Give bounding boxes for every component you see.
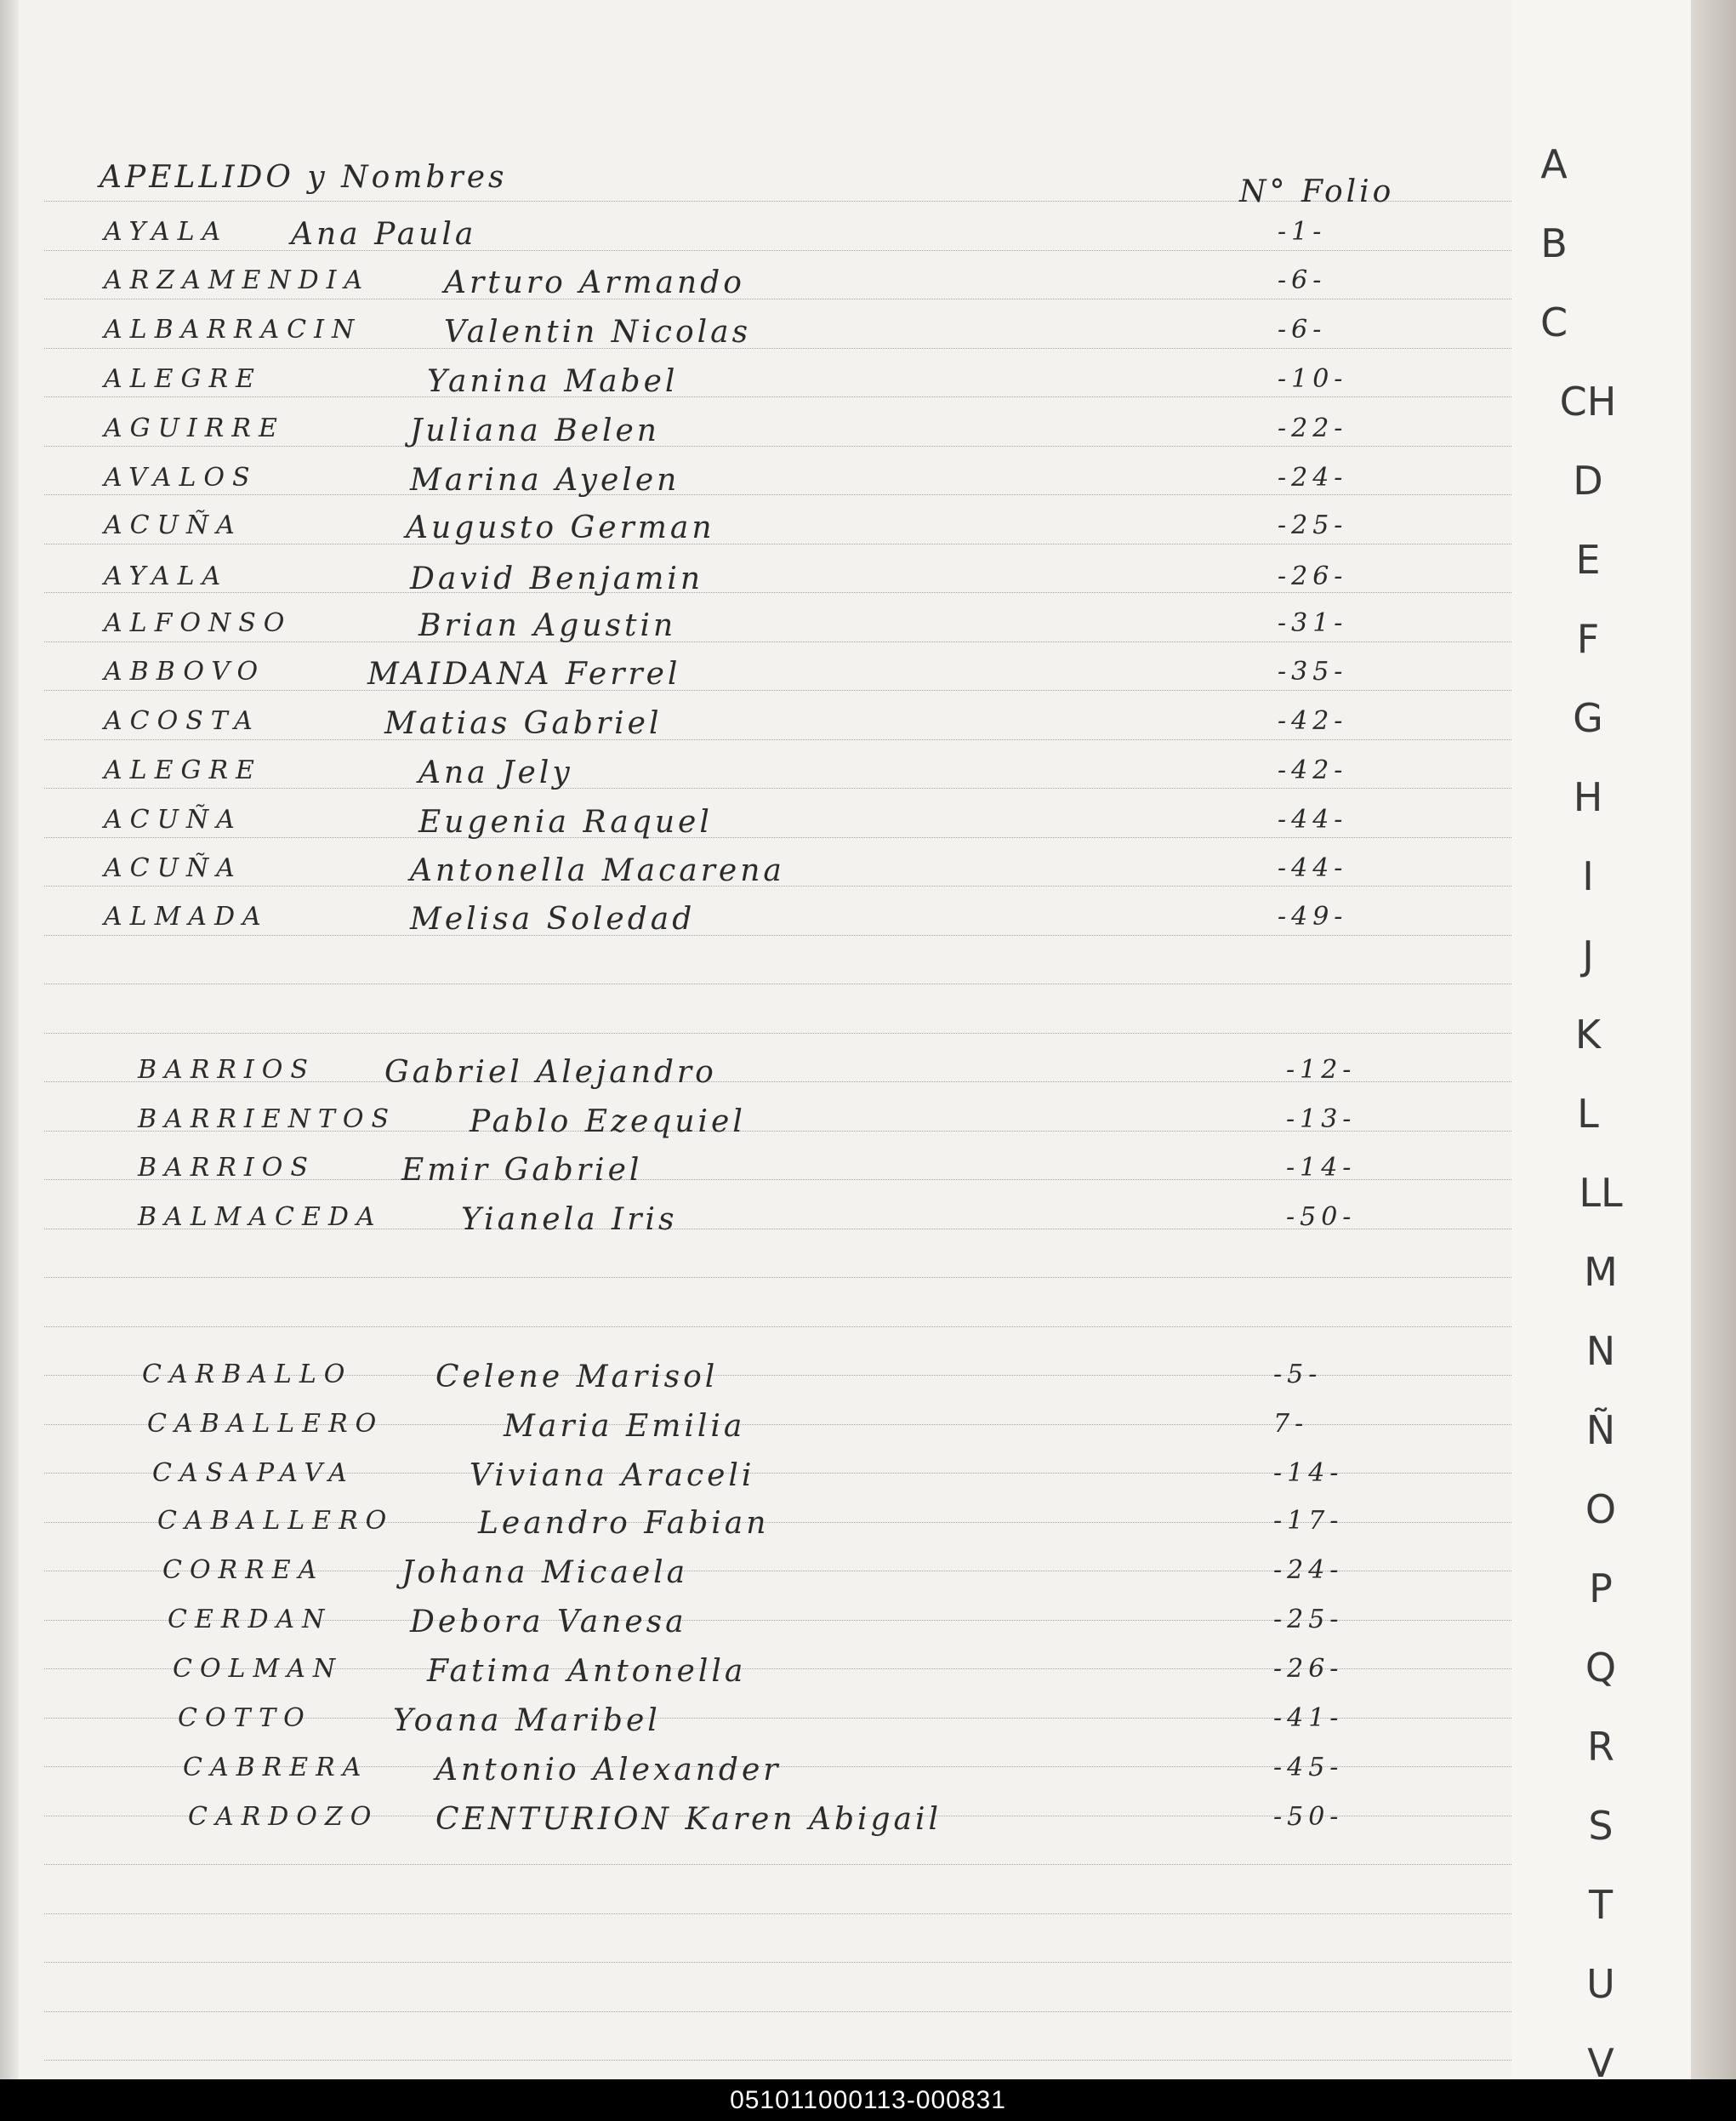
entry-folio: -10-	[1278, 364, 1348, 394]
tab-letter[interactable]: A	[1540, 141, 1568, 187]
ruled-line	[44, 2011, 1530, 2012]
entry-surname: BARRIENTOS	[138, 1104, 397, 1134]
tab-letter[interactable]: F	[1576, 616, 1600, 662]
tab-letter[interactable]: M	[1584, 1249, 1618, 1295]
column-header-name: APELLIDO y Nombres	[100, 160, 508, 195]
entry-given: Viviana Araceli	[470, 1458, 755, 1493]
entry-given: Juliana Belen	[410, 413, 660, 448]
entry-folio: -42-	[1278, 706, 1348, 736]
entry-given: Melisa Soledad	[410, 902, 696, 937]
ruled-line	[44, 396, 1530, 397]
tab-letter[interactable]: D	[1573, 458, 1603, 504]
entry-folio: -17-	[1273, 1506, 1344, 1536]
entry-surname: CARBALLO	[142, 1360, 353, 1389]
entry-given: Marina Ayelen	[410, 463, 680, 498]
ruled-line	[44, 446, 1530, 447]
tab-letter[interactable]: E	[1575, 537, 1601, 583]
entry-surname: ARZAMENDIA	[104, 265, 371, 295]
entry-surname: ALBARRACIN	[104, 315, 362, 345]
entry-given: Valentin Nicolas	[444, 315, 752, 350]
entry-surname: CASAPAVA	[152, 1458, 355, 1488]
entry-folio: -44-	[1278, 853, 1348, 883]
entry-folio: -24-	[1278, 463, 1348, 493]
ruled-line	[44, 544, 1530, 545]
tab-letter[interactable]: R	[1587, 1724, 1614, 1770]
ruled-line	[44, 250, 1530, 251]
entry-given: MAIDANA Ferrel	[367, 657, 681, 692]
entry-given: Ana Paula	[291, 217, 477, 252]
entry-folio: -26-	[1278, 562, 1348, 591]
entry-folio: 7-	[1273, 1409, 1309, 1439]
entry-given: Yanina Mabel	[427, 364, 679, 399]
entry-folio: -50-	[1273, 1802, 1344, 1832]
entry-surname: ACUÑA	[104, 853, 242, 883]
column-header-folio: N° Folio	[1239, 174, 1395, 209]
tab-letter[interactable]: Q	[1585, 1645, 1617, 1691]
entry-surname: ACUÑA	[104, 510, 242, 540]
entry-given: CENTURION Karen Abigail	[435, 1802, 942, 1837]
entry-folio: -45-	[1273, 1753, 1344, 1782]
entry-given: Brian Agustin	[418, 608, 677, 643]
tab-letter[interactable]: C	[1540, 299, 1568, 345]
tab-letter[interactable]: L	[1577, 1091, 1599, 1137]
entry-given: Pablo Ezequiel	[470, 1104, 746, 1139]
entry-surname: COLMAN	[173, 1654, 344, 1684]
entry-surname: BARRIOS	[138, 1153, 316, 1183]
entry-surname: CABRERA	[183, 1753, 369, 1782]
entry-surname: CABALLERO	[147, 1409, 384, 1439]
tab-letter[interactable]: Ñ	[1585, 1407, 1616, 1453]
entry-surname: ACUÑA	[104, 805, 242, 835]
ruled-line	[44, 788, 1530, 789]
entry-given: Emir Gabriel	[401, 1153, 643, 1188]
entry-given: Arturo Armando	[444, 265, 745, 300]
entry-given: Yoana Maribel	[393, 1703, 661, 1738]
ruled-line	[44, 1277, 1530, 1278]
ruled-sheet	[19, 0, 1513, 2079]
entry-folio: -5-	[1273, 1360, 1323, 1389]
entry-surname: AYALA	[104, 562, 229, 591]
entry-folio: -14-	[1273, 1458, 1344, 1488]
tab-letter[interactable]: P	[1589, 1565, 1613, 1611]
entry-given: Johana Micaela	[401, 1555, 689, 1590]
entry-surname: ALMADA	[104, 902, 269, 932]
entry-folio: -50-	[1286, 1202, 1357, 1232]
ruled-line	[44, 494, 1530, 495]
entry-given: Debora Vanesa	[410, 1605, 687, 1639]
entry-folio: -44-	[1278, 805, 1348, 835]
tab-letter[interactable]: U	[1586, 1961, 1615, 2007]
ruled-line	[44, 1962, 1530, 1963]
ruled-line	[44, 592, 1530, 593]
ruled-line	[44, 935, 1530, 936]
entry-folio: -35-	[1278, 657, 1348, 687]
tab-letter[interactable]: K	[1574, 1012, 1602, 1058]
tab-letter[interactable]: CH	[1559, 379, 1617, 425]
entry-given: Antonio Alexander	[435, 1753, 782, 1787]
tab-letter[interactable]: S	[1588, 1803, 1614, 1849]
ruled-line	[44, 2060, 1530, 2061]
entry-given: Eugenia Raquel	[418, 805, 713, 840]
entry-folio: -6-	[1278, 315, 1327, 345]
ruled-line	[44, 886, 1530, 887]
ruled-line	[44, 690, 1530, 691]
entry-folio: -14-	[1286, 1153, 1357, 1183]
entry-given: Fatima Antonella	[427, 1654, 747, 1689]
entry-surname: CERDAN	[168, 1605, 333, 1634]
entry-folio: -12-	[1286, 1055, 1357, 1085]
ruled-line	[44, 348, 1530, 349]
tab-letter[interactable]: B	[1540, 220, 1568, 266]
entry-folio: -31-	[1278, 608, 1348, 638]
entry-given: Matias Gabriel	[384, 706, 663, 741]
tab-letter[interactable]: G	[1573, 695, 1603, 741]
entry-folio: -1-	[1278, 217, 1327, 247]
entry-folio: -25-	[1273, 1605, 1344, 1634]
ruled-line	[44, 1033, 1530, 1034]
tab-letter[interactable]: T	[1588, 1882, 1614, 1928]
ruled-line	[44, 641, 1530, 642]
tab-edge	[1691, 0, 1736, 2079]
page-binding	[0, 0, 19, 2079]
tab-letter[interactable]: H	[1573, 774, 1603, 820]
entry-folio: -49-	[1278, 902, 1348, 932]
entry-surname: ACOSTA	[104, 706, 260, 736]
scan-id-footer: 051011000113-000831	[0, 2079, 1736, 2121]
alphabet-tab-strip	[1511, 0, 1699, 2079]
entry-given: David Benjamin	[410, 562, 704, 596]
ruled-line	[44, 1864, 1530, 1865]
entry-surname: ALFONSO	[104, 608, 293, 638]
tab-letter[interactable]: N	[1585, 1328, 1616, 1374]
entry-surname: AYALA	[104, 217, 229, 247]
entry-surname: COTTO	[178, 1703, 312, 1733]
entry-folio: -6-	[1278, 265, 1327, 295]
entry-given: Yianela Iris	[461, 1202, 678, 1237]
ruled-line	[44, 1326, 1530, 1327]
entry-surname: CARDOZO	[188, 1802, 379, 1832]
entry-folio: -13-	[1286, 1104, 1357, 1134]
entry-given: Gabriel Alejandro	[384, 1055, 717, 1090]
entry-given: Celene Marisol	[435, 1360, 719, 1394]
entry-folio: -42-	[1278, 755, 1348, 785]
tab-letter[interactable]: J	[1582, 932, 1594, 978]
entry-folio: -25-	[1278, 510, 1348, 540]
entry-folio: -24-	[1273, 1555, 1344, 1585]
ruled-line	[44, 837, 1530, 838]
entry-given: Augusto German	[406, 510, 715, 545]
ruled-line	[44, 1913, 1530, 1914]
entry-given: Antonella Macarena	[410, 853, 785, 888]
entry-given: Maria Emilia	[504, 1409, 746, 1444]
entry-folio: -22-	[1278, 413, 1348, 443]
tab-letter[interactable]: V	[1587, 2040, 1614, 2079]
entry-surname: AGUIRRE	[104, 413, 285, 443]
entry-given: Ana Jely	[418, 755, 573, 790]
entry-surname: BARRIOS	[138, 1055, 316, 1085]
entry-surname: ABBOVO	[104, 657, 266, 687]
tab-letter[interactable]: O	[1585, 1486, 1617, 1532]
ruled-line	[44, 739, 1530, 740]
entry-folio: -41-	[1273, 1703, 1344, 1733]
entry-given: Leandro Fabian	[478, 1506, 770, 1541]
entry-surname: BALMACEDA	[138, 1202, 383, 1232]
tab-letter[interactable]: I	[1582, 853, 1594, 899]
entry-folio: -26-	[1273, 1654, 1344, 1684]
tab-letter[interactable]: LL	[1579, 1170, 1623, 1216]
entry-surname: CORREA	[162, 1555, 325, 1585]
entry-surname: ALEGRE	[104, 364, 262, 394]
entry-surname: CABALLERO	[157, 1506, 395, 1536]
entry-surname: ALEGRE	[104, 755, 262, 785]
entry-surname: AVALOS	[104, 463, 258, 493]
